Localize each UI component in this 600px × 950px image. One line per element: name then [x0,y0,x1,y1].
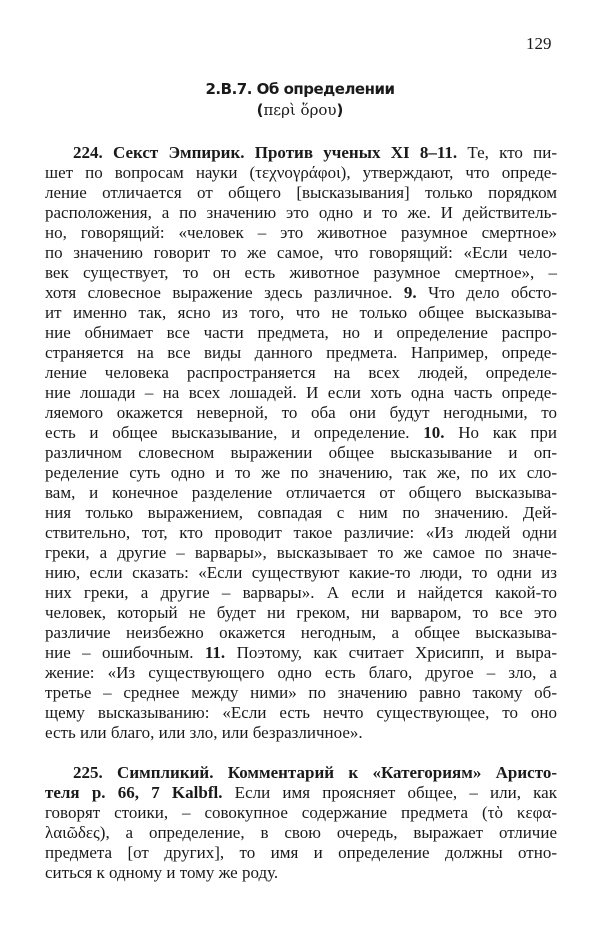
text-line [45,603,557,623]
text-segment: ляемого окажется неверной, то оба они будут негодными, то [45,403,557,422]
paren-open: ( [256,101,264,119]
text-line [45,763,557,783]
text-segment: Если имя проясняет общее, – или, как [222,783,557,802]
bold-text: 11. [204,643,226,662]
text-segment: третье – среднее между ними» по значению равно такому об- [45,683,557,702]
text-line [45,803,557,823]
text-segment: страняется на все виды данного предмета. Например, опреде- [45,343,557,362]
bold-text: 225. Симпликий. Комментарий к «Категориям» Аристо- [73,763,557,782]
text-line [45,563,557,583]
text-segment: щему высказыванию: «Если есть нечто существующее, то оно [45,703,557,722]
text-line [45,783,557,803]
section-heading: 2.B.7. Об определении [205,80,395,98]
bold-text: 10. [423,423,445,442]
text-segment: них греки, а другие – варвары». А если и найдется какой-то [45,583,557,602]
text-line [45,683,557,703]
text-line [45,703,557,723]
text-segment: говорят стоики, – совокупное содержание предмета (τὸ κεφα- [45,803,558,822]
text-line [45,183,557,203]
text-line [45,243,557,263]
text-line [45,503,557,523]
text-line [45,443,557,463]
text-segment: ситься к одному и тому же роду. [45,863,279,882]
text-line [45,403,557,423]
paragraph-224 [45,143,557,743]
text-line [45,523,557,543]
text-segment: нию, если сказать: «Если существуют какие-то люди, то одни из [45,563,557,582]
text-segment: ние обнимает все части предмета, но и определение распро- [45,323,557,342]
text-segment: различие неизбежно окажется негодным, а общее высказыва- [45,623,557,642]
text-line [45,263,557,283]
text-segment: ит именно так, ясно из того, что не только общее высказыва- [45,303,558,322]
text-line [45,303,557,323]
text-segment: по значению говорит то же самое, что говорящий: «Если чело- [45,243,557,262]
text-line [45,423,557,443]
text-line [45,143,557,163]
paren-close: ) [336,101,344,119]
text-segment: ление отличается от общего [высказывания] только порядком [45,183,557,202]
text-segment: Но как при [444,423,558,442]
text-line [45,283,557,303]
text-line [45,643,557,663]
text-line [45,823,557,843]
bold-text: теля p. 66, 7 Kalbfl. [45,783,223,802]
text-line [45,383,557,403]
text-segment: Что дело обсто- [416,283,558,302]
paragraph-225 [45,763,557,883]
text-line [45,363,557,383]
text-segment: хотя словесное выражение здесь различное. [45,283,404,302]
text-segment: ление человека распространяется на всех людей, определе- [45,363,558,382]
text-line [45,863,557,883]
text-segment: различном словесном выражении общее высказывание и оп- [45,443,557,462]
text-line [45,223,557,243]
text-segment: жение: «Из существующего одно есть благо, другое – зло, а [45,663,557,682]
greek-term: περὶ ὅρου [263,101,337,119]
text-segment: есть и общее высказывание, и определение. [45,423,424,442]
text-line [45,463,557,483]
text-line [45,483,557,503]
text-line [45,623,557,643]
text-line [45,163,557,183]
text-segment: расположения, а по значению это одно и то же. И действитель- [45,203,557,222]
text-segment: но, говорящий: «человек – это животное разумное смертное» [45,223,557,242]
text-line [45,843,557,863]
text-line [45,343,557,363]
text-segment: Поэтому, как считает Хрисипп, и выра- [225,643,557,662]
bold-text: 224. Секст Эмпирик. Против ученых XI 8–11. [73,143,458,162]
section-subheading-greek [0,101,600,119]
text-line [45,203,557,223]
text-line [45,663,557,683]
text-segment: ределение суть одно и то же по значению, так же, по их сло- [45,463,557,482]
text-line [45,583,557,603]
text-line [45,723,557,743]
text-segment: есть или благо, или зло, или безразличное». [45,723,363,742]
text-segment: шет по вопросам науки (τεχνογράφοι), утверждают, что опреде- [45,163,557,182]
text-segment: ние лошади – на всех лошадей. И если хоть одна часть опреде- [45,383,558,402]
text-segment: вам, и конечное разделение отличается от общего высказыва- [45,483,557,502]
text-segment: греки, а другие – варвары», высказывает то же самое по значе- [45,543,557,562]
text-segment: ния только выражением, совпадая с ним по значению. Дей- [45,503,557,522]
text-segment: человек, который не будет ни греком, ни варваром, то все это [45,603,557,622]
bold-text: 9. [403,283,417,302]
text-segment: λαιῶδες), а определение, в свою очередь, выражает отличие [45,823,557,842]
text-segment: предмета [от других], то имя и определение должны отно- [45,843,557,862]
text-segment: век существует, то он есть животное разумное смертное», – [45,263,557,282]
text-segment: ствительно, тот, кто проводит такое различие: «Из людей одни [45,523,557,542]
text-segment: Те, кто пи- [457,143,557,162]
page-number: 129 [526,34,552,53]
text-segment: ние – ошибочным. [45,643,205,662]
text-line [45,543,557,563]
text-line [45,323,557,343]
